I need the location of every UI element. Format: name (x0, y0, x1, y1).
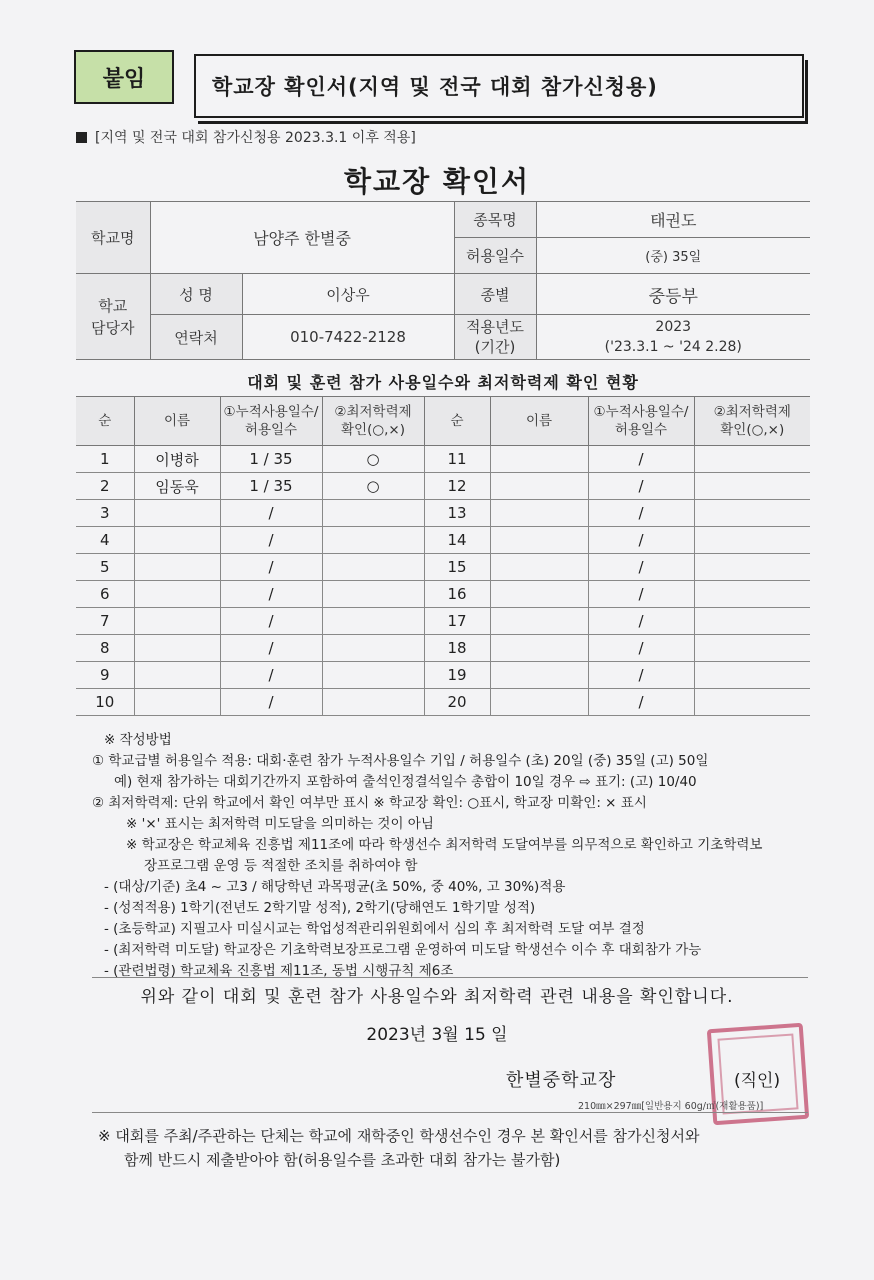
applicability-note: [지역 및 전국 대회 참가신청용 2023.3.1 이후 적용] (76, 127, 416, 147)
category-label: 종별 (454, 274, 536, 315)
row-days: / (220, 554, 322, 581)
sport-value: 태권도 (536, 202, 810, 238)
footer-note (98, 1124, 818, 1172)
row-days: / (220, 635, 322, 662)
row-no-right: 18 (424, 635, 490, 662)
row-check-right (694, 689, 810, 716)
row-no-right: 20 (424, 689, 490, 716)
row-no-right: 12 (424, 473, 490, 500)
method-line-5: ※ 학교장은 학교체육 진흥법 제11조에 따라 학생선수 최저학력 도달여부를 의무적으로 확인하고 기초학력보 (126, 837, 763, 853)
method-line-6: 장프로그램 운영 등 적절한 조치를 취하여야 함 (144, 858, 418, 874)
header-title-box: 학교장 확인서(지역 및 전국 대회 참가신청용) (194, 54, 804, 118)
row-days: / (220, 662, 322, 689)
confirm-statement: 위와 같이 대회 및 훈련 참가 사용일수와 최저학력 관련 내용을 확인합니다. (140, 987, 734, 1007)
row-check (322, 689, 424, 716)
row-no-right: 14 (424, 527, 490, 554)
divider (92, 977, 808, 978)
row-no-right: 19 (424, 662, 490, 689)
row-no: 3 (76, 500, 134, 527)
row-check-right (694, 554, 810, 581)
row-name: 임동욱 (134, 473, 220, 500)
table-row (76, 446, 810, 473)
table-row (76, 662, 810, 689)
method-line-9: - (초등학교) 지필고사 미실시교는 학업성적관리위원회에서 심의 후 최저학력 도달 여부 결정 (104, 921, 645, 937)
row-name: 이병하 (134, 446, 220, 473)
row-name (134, 581, 220, 608)
row-days: / (220, 608, 322, 635)
row-name (134, 662, 220, 689)
row-check: ○ (322, 446, 424, 473)
table-row (76, 500, 810, 527)
document-title: 학교장 확인서 (343, 165, 531, 198)
paper-spec: 210㎜×297㎜[일반용지 60g/㎡(재활용품)] (578, 1101, 764, 1112)
issue-date: 2023년 3월 15 일 (366, 1025, 508, 1045)
row-days: / (220, 500, 322, 527)
school-value: 남양주 한별중 (150, 202, 454, 274)
row-name-right (490, 500, 588, 527)
writing-method (92, 730, 812, 982)
row-no: 6 (76, 581, 134, 608)
method-title: ※ 작성방법 (104, 732, 172, 748)
row-days-right: / (588, 473, 694, 500)
attachment-tag: 붙임 (74, 50, 174, 104)
row-days: / (220, 689, 322, 716)
method-line-3: ② 최저학력제: 단위 학교에서 확인 여부만 표시 ※ 학교장 확인: ○표시, 학교장 미확인: × 표시 (92, 795, 647, 811)
row-check-right (694, 581, 810, 608)
square-bullet-icon (76, 132, 87, 143)
row-no: 10 (76, 689, 134, 716)
row-days-right: / (588, 662, 694, 689)
row-name (134, 689, 220, 716)
days-label: 허용일수 (454, 238, 536, 274)
row-days: / (220, 527, 322, 554)
year-label: 적용년도 (기간) (454, 315, 536, 360)
row-name-right (490, 608, 588, 635)
method-line-4: ※ '×' 표시는 최저학력 미도달을 의미하는 것이 아님 (126, 816, 434, 832)
header-check-right: ②최저학력제 확인(○,×) (694, 397, 810, 446)
row-name (134, 635, 220, 662)
row-days: 1 / 35 (220, 446, 322, 473)
header-name: 이름 (134, 397, 220, 446)
header-days: ①누적사용일수/ 허용일수 (220, 397, 322, 446)
method-line-7: - (대상/기준) 초4 ~ 고3 / 해당학년 과목평균(초 50%, 중 40%, 고 30%)적용 (104, 879, 566, 895)
row-days-right: / (588, 527, 694, 554)
row-no: 7 (76, 608, 134, 635)
row-check-right (694, 635, 810, 662)
year-cell (536, 315, 810, 360)
row-name (134, 608, 220, 635)
row-no: 8 (76, 635, 134, 662)
method-line-10: - (최저학력 미도달) 학교장은 기초학력보장프로그램 운영하여 미도달 학생선수 이수 후 대회참가 가능 (104, 942, 702, 958)
row-no: 2 (76, 473, 134, 500)
table-row (76, 608, 810, 635)
row-name-right (490, 662, 588, 689)
days-value: (중) 35일 (536, 238, 810, 274)
header-check: ②최저학력제 확인(○,×) (322, 397, 424, 446)
row-name-right (490, 446, 588, 473)
row-name (134, 500, 220, 527)
row-check-right (694, 527, 810, 554)
table-row (76, 527, 810, 554)
row-name-right (490, 689, 588, 716)
seal-label: (직인) (734, 1071, 781, 1091)
row-check-right (694, 473, 810, 500)
info-table (76, 201, 810, 360)
signer-title: 한별중학교장 (506, 1070, 617, 1091)
row-days: 1 / 35 (220, 473, 322, 500)
row-check (322, 581, 424, 608)
table-row (76, 554, 810, 581)
row-check-right (694, 662, 810, 689)
row-check (322, 527, 424, 554)
table-header-row (76, 397, 810, 446)
row-days-right: / (588, 608, 694, 635)
row-no: 9 (76, 662, 134, 689)
usage-table (76, 396, 810, 716)
table-row (76, 689, 810, 716)
sport-label: 종목명 (454, 202, 536, 238)
name-label: 성 명 (150, 274, 242, 315)
year-period: ('23.3.1 ~ '24 2.28) (604, 339, 742, 355)
row-name-right (490, 527, 588, 554)
row-name (134, 554, 220, 581)
row-check: ○ (322, 473, 424, 500)
row-name (134, 527, 220, 554)
row-name-right (490, 635, 588, 662)
table-row (76, 473, 810, 500)
contact-label: 연락처 (150, 315, 242, 360)
row-name-right (490, 581, 588, 608)
header-name-right: 이름 (490, 397, 588, 446)
row-days-right: / (588, 500, 694, 527)
row-check (322, 500, 424, 527)
manager-label: 학교 담당자 (76, 274, 150, 360)
method-line-2: 예) 현재 참가하는 대회기간까지 포함하여 출석인정결석일수 총합이 10일 경우 ⇨ 표기: (고) 10/40 (114, 774, 697, 790)
table-row (76, 581, 810, 608)
row-days-right: / (588, 581, 694, 608)
row-days: / (220, 581, 322, 608)
row-no-right: 11 (424, 446, 490, 473)
row-no-right: 16 (424, 581, 490, 608)
footer-line-1: ※ 대회를 주최/주관하는 단체는 학교에 재학중인 학생선수인 경우 본 확인서를 참가신청서와 (98, 1127, 700, 1145)
category-value: 중등부 (536, 274, 810, 315)
method-line-8: - (성적적용) 1학기(전년도 2학기말 성적), 2학기(당해연도 1학기말 성적) (104, 900, 536, 916)
name-value: 이상우 (242, 274, 454, 315)
school-label: 학교명 (76, 202, 150, 274)
row-days-right: / (588, 635, 694, 662)
row-no-right: 17 (424, 608, 490, 635)
year-value: 2023 (655, 319, 692, 335)
row-check (322, 554, 424, 581)
method-line-1: ① 학교급별 허용일수 적용: 대회·훈련 참가 누적사용일수 기입 / 허용일수 (초) 20일 (중) 35일 (고) 50일 (92, 753, 709, 769)
row-no-right: 15 (424, 554, 490, 581)
header-days-right: ①누적사용일수/ 허용일수 (588, 397, 694, 446)
row-check (322, 635, 424, 662)
row-no: 4 (76, 527, 134, 554)
row-no-right: 13 (424, 500, 490, 527)
row-days-right: / (588, 689, 694, 716)
method-line-11: - (관련법령) 학교체육 진흥법 제11조, 동법 시행규칙 제6조 (104, 963, 454, 979)
row-check (322, 662, 424, 689)
row-no: 5 (76, 554, 134, 581)
table-row (76, 635, 810, 662)
footer-line-2: 함께 반드시 제출받아야 함(허용일수를 초과한 대회 참가는 불가함) (124, 1151, 561, 1169)
header-no: 순 (76, 397, 134, 446)
row-check-right (694, 500, 810, 527)
row-check-right (694, 608, 810, 635)
row-name-right (490, 554, 588, 581)
row-check-right (694, 446, 810, 473)
row-days-right: / (588, 554, 694, 581)
contact-value: 010-7422-2128 (242, 315, 454, 360)
row-check (322, 608, 424, 635)
footer-divider (92, 1112, 808, 1113)
section-title: 대회 및 훈련 참가 사용일수와 최저학력제 확인 현황 (247, 373, 639, 392)
row-name-right (490, 473, 588, 500)
row-no: 1 (76, 446, 134, 473)
header-no-right: 순 (424, 397, 490, 446)
row-days-right: / (588, 446, 694, 473)
